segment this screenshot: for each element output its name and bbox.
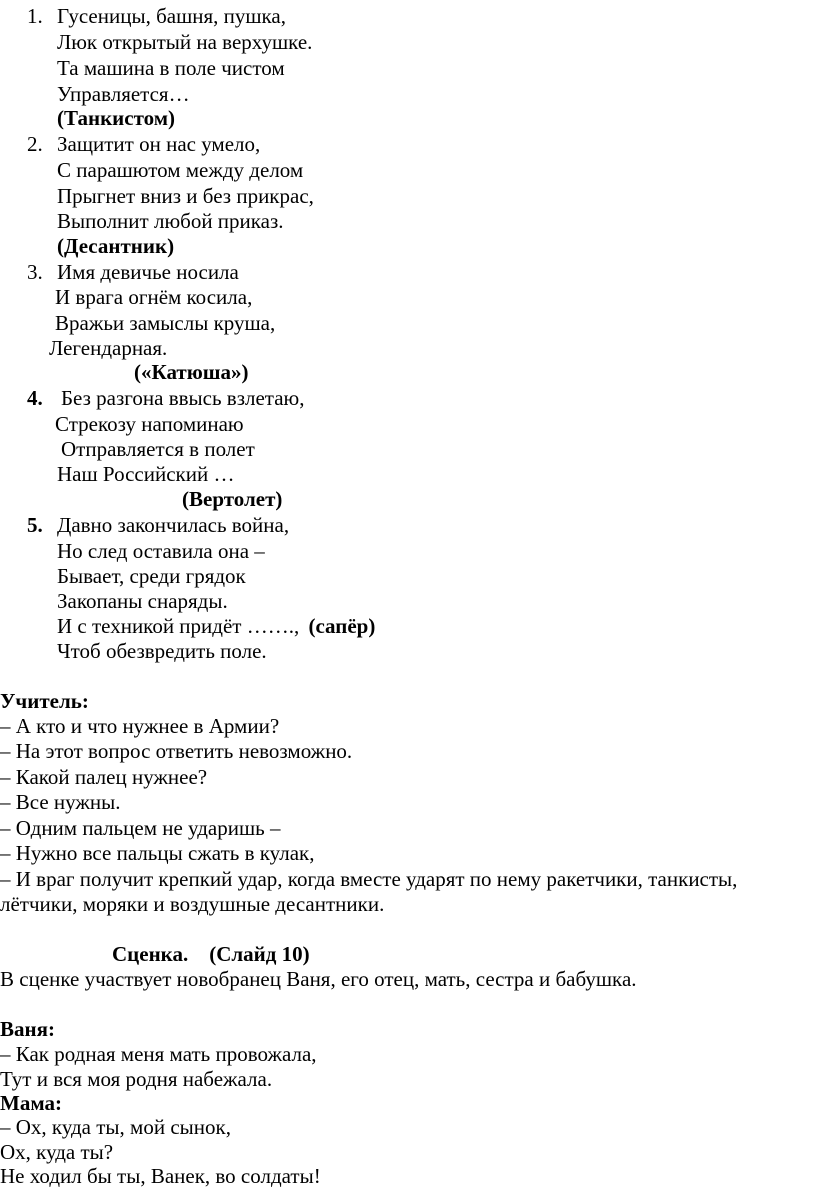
riddle-5-line-6: Чтоб обезвредить поле. (57, 639, 267, 663)
riddle-2-line-2: С парашютом между делом (57, 158, 304, 182)
mama-speaker: Мама: (0, 1091, 62, 1115)
teacher-line-8: лётчики, моряки и воздушные десантники. (0, 892, 385, 916)
riddle-1-line-1: Гусеницы, башня, пушка, (57, 4, 287, 28)
riddle-1-line-4: Управляется… (57, 82, 190, 106)
teacher-line-4: – Все нужны. (0, 790, 121, 814)
riddle-4-line-1: Без разгона ввысь взлетаю, (61, 386, 305, 410)
riddle-4-line-2: Стрекозу напоминаю (55, 412, 244, 436)
vanya-line-2: Тут и вся моя родня набежала. (0, 1067, 273, 1091)
mama-line-2: Ох, куда ты? (0, 1140, 114, 1164)
teacher-line-3: – Какой палец нужнее? (0, 765, 208, 789)
riddle-1-line-2: Люк открытый на верхушке. (57, 30, 313, 54)
riddle-5-line-5 (57, 613, 375, 639)
vanya-line-1: – Как родная меня мать провожала, (0, 1042, 317, 1066)
scene-title: Сценка. (Слайд 10) (112, 942, 310, 966)
riddle-4-number: 4. (27, 386, 43, 410)
riddle-2-line-3: Прыгнет вниз и без прикрас, (57, 184, 314, 208)
riddle-5-number: 5. (27, 513, 43, 537)
riddle-2-number: 2. (27, 132, 43, 156)
mama-line-3: Не ходил бы ты, Ванек, во солдаты! (0, 1164, 321, 1188)
teacher-line-7: – И враг получит крепкий удар, когда вместе ударят по нему ракетчики, танкисты, (0, 867, 738, 891)
riddle-2-answer: (Десантник) (57, 234, 175, 258)
riddle-3-line-1: Имя девичье носила (57, 260, 239, 284)
riddle-1-number: 1. (27, 4, 43, 28)
teacher-line-2: – На этот вопрос ответить невозможно. (0, 739, 353, 763)
riddle-5-line-3: Бывает, среди грядок (57, 564, 246, 588)
riddle-5-answer: (сапёр) (308, 614, 376, 638)
riddle-3-answer: («Катюша») (134, 360, 249, 384)
riddle-3-line-3: Вражьи замыслы круша, (55, 311, 276, 335)
riddle-2-line-4: Выполнит любой приказ. (57, 209, 284, 233)
riddle-1-answer: (Танкистом) (57, 106, 176, 130)
riddle-4-line-4: Наш Российский … (57, 462, 235, 486)
riddle-1-line-3: Та машина в поле чистом (57, 56, 285, 80)
riddle-3-line-4: Легендарная. (49, 336, 168, 360)
riddle-2-line-1: Защитит он нас умело, (57, 132, 261, 156)
mama-line-1: – Ох, куда ты, мой сынок, (0, 1115, 231, 1139)
riddle-5-line-2: Но след оставила она – (57, 539, 265, 563)
riddle-5-line-1: Давно закончилась война, (57, 513, 290, 537)
teacher-line-5: – Одним пальцем не ударишь – (0, 816, 281, 840)
riddle-5-line-5-text: И с техникой придёт ……., (57, 614, 305, 638)
riddle-4-line-3: Отправляется в полет (61, 437, 255, 461)
vanya-speaker: Ваня: (0, 1017, 55, 1041)
riddle-5-line-4: Закопаны снаряды. (57, 589, 228, 613)
teacher-speaker: Учитель: (0, 689, 89, 713)
teacher-line-6: – Нужно все пальцы сжать в кулак, (0, 841, 315, 865)
teacher-line-1: – А кто и что нужнее в Армии? (0, 714, 280, 738)
riddle-3-line-2: И врага огнём косила, (55, 285, 253, 309)
riddle-4-answer: (Вертолет) (182, 487, 283, 511)
scene-description: В сценке участвует новобранец Ваня, его отец, мать, сестра и бабушка. (0, 967, 637, 991)
riddle-3-number: 3. (27, 260, 43, 284)
